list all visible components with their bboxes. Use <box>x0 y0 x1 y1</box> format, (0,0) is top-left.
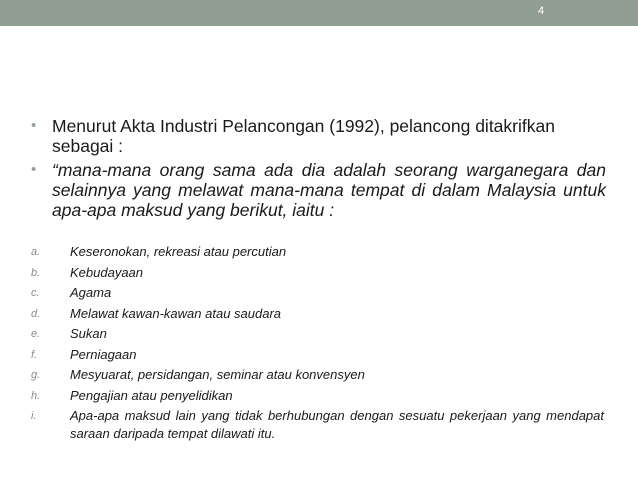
list-marker: b. <box>31 266 41 279</box>
list-marker: e. <box>31 328 41 340</box>
list-item-text: Keseronokan, rekreasi atau percutian <box>70 244 287 259</box>
list-marker: a. <box>31 246 41 258</box>
bullet-marker: • <box>31 161 37 178</box>
list-item <box>31 305 604 323</box>
purpose-list <box>31 243 604 446</box>
list-marker: f. <box>31 348 38 361</box>
list-item-text: Kebudayaan <box>70 264 144 280</box>
bullet-list <box>31 116 606 224</box>
list-item-text: Agama <box>70 285 112 300</box>
list-item-text: Pengajian atau penyelidikan <box>70 387 233 403</box>
bullet-marker: • <box>31 117 37 134</box>
list-item <box>31 243 604 261</box>
list-item-text: Perniagaan <box>70 346 137 362</box>
list-item <box>31 407 604 443</box>
page-number: 4 <box>537 5 545 17</box>
list-item <box>31 284 604 302</box>
list-item <box>31 387 604 405</box>
bullet-item <box>31 160 606 220</box>
bullet-text: “mana-mana orang sama ada dia adalah seorang warganegara dan selainnya yang melawat mana-mana tempat di dalam Malaysia untuk apa-apa maksud yang berikut, iaitu : <box>52 160 606 220</box>
list-item-text: Apa-apa maksud lain yang tidak berhubungan dengan sesuatu pekerjaan yang mendapat saraan daripada tempat dilawati itu. <box>70 408 604 441</box>
list-item <box>31 366 604 384</box>
list-item-text: Melawat kawan-kawan atau saudara <box>70 305 282 321</box>
bullet-item <box>31 116 606 156</box>
list-item-text: Sukan <box>70 326 107 341</box>
list-marker: c. <box>31 287 40 299</box>
list-item <box>31 346 604 364</box>
list-item <box>31 325 604 343</box>
list-marker: d. <box>31 307 41 320</box>
bullet-text: Menurut Akta Industri Pelancongan (1992), pelancong ditakrifkan sebagai : <box>52 116 555 156</box>
list-item <box>31 264 604 282</box>
list-marker: h. <box>31 389 41 402</box>
list-marker: i. <box>31 410 37 422</box>
list-marker: g. <box>31 369 41 381</box>
slide-header-bar <box>0 0 638 26</box>
list-item-text: Mesyuarat, persidangan, seminar atau konvensyen <box>70 367 365 382</box>
